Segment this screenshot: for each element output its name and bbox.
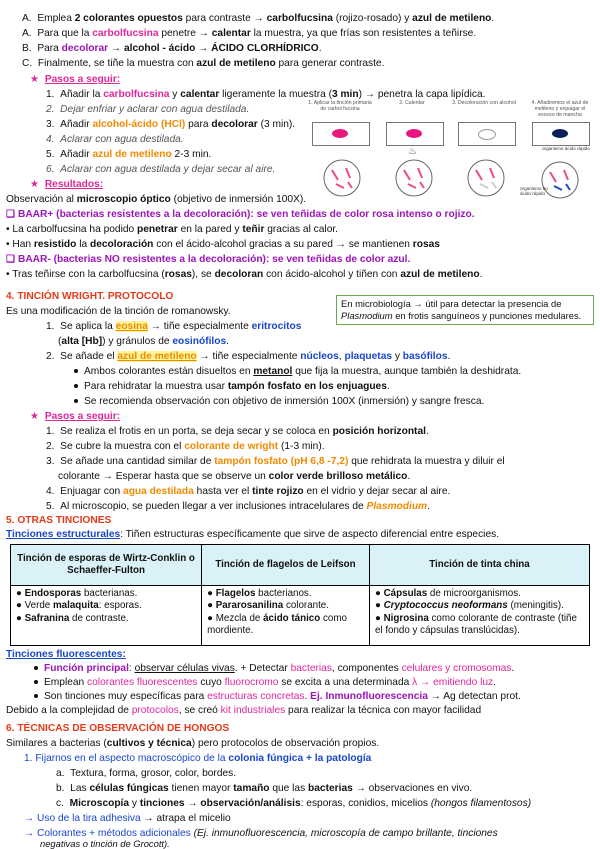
paso-4: 4. Aclarar con agua destilada. bbox=[46, 134, 184, 145]
tinciones-fluorescentes: Tinciones fluorescentes: bbox=[6, 649, 126, 660]
tinciones-estructurales: Tinciones estructurales: Tiñen estructuras específicamente que sirve de aspecto diferencial entre especies. bbox=[6, 529, 500, 540]
section-5-heading: 5. OTRAS TINCIONES bbox=[6, 515, 112, 526]
hongos-a: a. Textura, forma, grosor, color, bordes. bbox=[56, 768, 237, 779]
item-b: B. Para decolorar → alcohol - ácido → ÁCIDO CLORHÍDRICO. bbox=[22, 43, 322, 54]
label-acid-fast: organismo ácido rápido bbox=[542, 146, 590, 151]
paso-3: 3. Añadir alcohol-ácido (HCl) para decolorar (3 min). bbox=[46, 119, 296, 130]
paso-5: 5. Añadir azul de metileno 2-3 min. bbox=[46, 149, 212, 160]
baar-negative: ❑ BAAR- (bacterias NO resistentes a la decoloración): se ven teñidas de color azul. bbox=[6, 254, 411, 265]
result-2: • Han resistido la decoloración con el ácido-alcohol gracias a su pared → se mantienen rosas bbox=[6, 239, 440, 250]
hongos-intro: Similares a bacterias (cultivos y técnica) pero protocolos de observación propios. bbox=[6, 738, 380, 749]
fluo-3: Son tinciones muy específicas para estructuras concretas. Ej. Inmunofluorescencia → Ag detectan prot. bbox=[34, 690, 521, 703]
bullet-icon bbox=[34, 680, 38, 684]
flame-icon: ♨ bbox=[408, 146, 417, 157]
paso-6: 6. Aclarar con agua destilada y dejar secar al aire. bbox=[46, 164, 276, 175]
hongos-c: c. Microscopía y tinciones → observación/análisis: esporas, conidios, micelios (hongos filamentosos) bbox=[56, 798, 532, 809]
wright-detail-3: Se recomienda observación con objetivo de inmersión 100X (inmersión) y sangre fresca. bbox=[74, 395, 484, 408]
paso-2: 2. Dejar enfriar y aclarar con agua destilada. bbox=[46, 104, 250, 115]
star-icon: ★ bbox=[30, 74, 40, 85]
hongos-arrow-2b: negativas o tinción de Grocott). bbox=[40, 838, 170, 849]
figure-caption-2: 2. Calentar bbox=[399, 100, 425, 106]
result-1: • La carbolfucsina ha podido penetrar en la pared y teñir gracias al calor. bbox=[6, 224, 339, 235]
star-icon: ★ bbox=[30, 411, 40, 422]
table-header: Tinción de esporas de Wirtz-Conklin o Schaeffer-Fulton bbox=[11, 545, 202, 586]
item-a1: A. Emplea 2 colorantes opuestos para contraste → carbolfucsina (rojizo-rosado) y azul de metileno. bbox=[22, 13, 495, 24]
bullet-icon bbox=[74, 384, 78, 388]
wright-step-2: 2. Se añade el azul de metileno → tiñe especialmente núcleos, plaquetas y basófilos. bbox=[46, 351, 451, 362]
figure-caption-3: 3. Decoloración con alcohol bbox=[452, 100, 516, 106]
wright-step-1: 1. Se aplica la eosina → tiñe especialmente eritrocitos bbox=[46, 321, 302, 332]
wright-paso-5: 5. Al microscopio, se pueden llegar a ver inclusiones intracelulares de Plasmodium. bbox=[46, 501, 430, 512]
hongos-b: b. Las células fúngicas tienen mayor tamaño que las bacterias → observaciones en vivo. bbox=[56, 783, 473, 794]
stain-pink bbox=[332, 129, 348, 138]
slide-2 bbox=[386, 122, 444, 146]
section-4-heading: 4. TINCIÓN WRIGHT. PROTOCOLO bbox=[6, 291, 174, 302]
resultados-obs: Observación al microscopio óptico (objetivo de inmersión 100X). bbox=[6, 194, 307, 205]
tinciones-table bbox=[10, 544, 590, 646]
table-cell: ● Endosporas bacterianas. ● Verde malaquita: esporas. ● Safranina de contraste. bbox=[11, 586, 202, 646]
figure-caption-4: 4. Añadiremos el azul de metileno y enjuagar el exceso de mancha bbox=[531, 100, 589, 118]
microscope-view-1 bbox=[324, 160, 360, 196]
item-c: C. Finalmente, se tiñe la muestra con azul de metileno para generar contraste. bbox=[22, 58, 385, 69]
ziehl-neelsen-figure bbox=[306, 100, 596, 220]
hongos-arrow-1: → Uso de la tira adhesiva → atrapa el micelio bbox=[24, 813, 231, 824]
wright-detail-2: Para rehidratar la muestra usar tampón fosfato en los enjuagues. bbox=[74, 380, 390, 393]
table-header: Tinción de flagelos de Leifson bbox=[202, 545, 370, 586]
slide-4 bbox=[532, 122, 590, 146]
figure-caption-1: 1. Aplicar la tinción primaria de carbol fucsina bbox=[308, 100, 372, 112]
bullet-icon bbox=[34, 666, 38, 670]
resultados-heading: ★ Resultados: bbox=[30, 179, 104, 190]
bullet-icon bbox=[74, 399, 78, 403]
table-cell: ● Cápsulas de microorganismos. ● Cryptococcus neoformans (meningitis). ● Nigrosina como colorante de contraste (tiñe el fondo y cápsulas translúcidas). bbox=[369, 586, 589, 646]
label-non-acid-fast: organismo no ácido rápido bbox=[520, 186, 548, 196]
fluo-2: Emplean colorantes fluorescentes cuyo fluorocromo se excita a una determinada λ → emitiendo luz. bbox=[34, 676, 496, 689]
wright-step-1b: (alta [Hb]) y gránulos de eosinófilos. bbox=[58, 336, 229, 347]
microscope-view-2 bbox=[396, 160, 432, 196]
slide-1 bbox=[312, 122, 370, 146]
wright-paso-1: 1. Se realiza el frotis en un porta, se deja secar y se coloca en posición horizontal. bbox=[46, 426, 429, 437]
star-icon: ★ bbox=[30, 179, 40, 190]
pasos-heading: ★ Pasos a seguir: bbox=[30, 74, 121, 85]
wright-paso-4: 4. Enjuagar con agua destilada hasta ver el tinte rojizo en el vidrio y dejar secar al aire. bbox=[46, 486, 451, 497]
wright-detail-1: Ambos colorantes están disueltos en metanol que fija la muestra, aunque también la deshidrata. bbox=[74, 365, 521, 378]
wright-paso-3b: colorante → Esperar hasta que se observe un color verde brilloso metálico. bbox=[58, 471, 411, 482]
fluo-1: Función principal: observar células vivas. + Detectar bacterias, componentes celulares y cromosomas. bbox=[34, 662, 514, 675]
wright-paso-2: 2. Se cubre la muestra con el colorante de wright (1-3 min). bbox=[46, 441, 325, 452]
result-3: • Tras teñirse con la carbolfucsina (rosas), se decoloran con ácido-alcohol y tiñen con azul de metileno. bbox=[6, 269, 483, 280]
stain-navy bbox=[552, 129, 568, 138]
baar-positive: ❑ BAAR+ (bacterias resistentes a la decoloración): se ven teñidas de color rosa intenso o rojizo. bbox=[6, 209, 475, 220]
item-a2: A. Para que la carbolfucsina penetre → calentar la muestra, ya que frías son resistentes a teñirse. bbox=[22, 28, 477, 39]
table-cell: ● Flagelos bacterianos. ● Pararosanilina colorante. ● Mezcla de ácido tánico como mordiente. bbox=[202, 586, 370, 646]
bullet-icon bbox=[74, 369, 78, 373]
fluo-4: Debido a la complejidad de protocolos, se creó kit industriales para realizar la técnica con mayor facilidad bbox=[6, 705, 482, 716]
paso-1: 1. Añadir la carbolfucsina y calentar ligeramente la muestra (3 min) → penetra la capa lipídica. bbox=[46, 89, 486, 100]
hongos-step-1: 1. Fijarnos en el aspecto macroscópico de la colonia fúngica + la patología bbox=[24, 753, 372, 764]
wright-intro: Es una modificación de la tinción de romanowsky. bbox=[6, 306, 231, 317]
stain-pink bbox=[406, 129, 422, 138]
wright-pasos-heading: ★ Pasos a seguir: bbox=[30, 411, 121, 422]
hongos-arrow-2: → Colorantes + métodos adicionales (Ej. inmunofluorescencia, microscopía de campo brillante, tinciones bbox=[24, 828, 498, 839]
wright-paso-3: 3. Se añade una cantidad similar de tampón fosfato (pH 6,8 -7,2) que rehidrata la muestra y diluir el bbox=[46, 456, 505, 467]
stain-clear bbox=[478, 129, 496, 140]
section-6-heading: 6. TÉCNICAS DE OBSERVACIÓN DE HONGOS bbox=[6, 723, 230, 734]
table-header: Tinción de tinta china bbox=[369, 545, 589, 586]
bullet-icon bbox=[34, 694, 38, 698]
wright-info-box: En microbiología → útil para detectar la presencia de Plasmodium en frotis sanguíneos y punciones medulares. bbox=[336, 295, 594, 325]
slide-3 bbox=[458, 122, 516, 146]
microscope-view-3 bbox=[468, 160, 504, 196]
